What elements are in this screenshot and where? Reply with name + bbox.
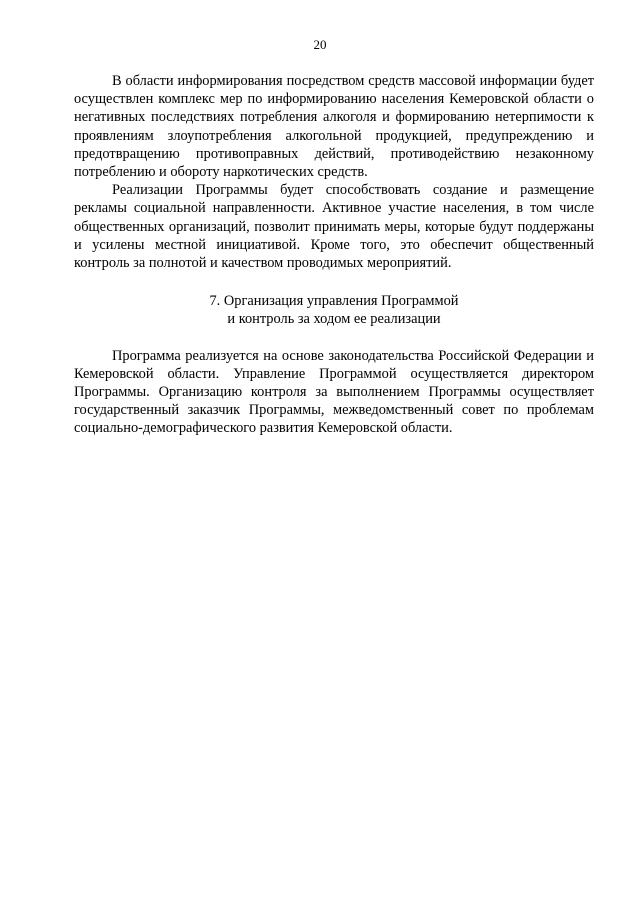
page-number: 20 (313, 37, 327, 52)
paragraph-mass-media: В области информирования посредством средств массовой информации будет осуществлен комплекс мер по информированию населения Кемеровской области о негативных последствиях потребления алкоголя и формированию нетерпимости к проявлениям злоупотребления алкогольной продукцией, предупреждению и предотвращению противоправных действий, противодействию незаконному потреблению и обороту наркотических средств. (74, 73, 594, 181)
paragraph-social-advertising: Реализации Программы будет способствовать создание и размещение рекламы социальной направленности. Активное участие населения, в том числе общественных организаций, позволит принимать меры, которые будут поддержаны и усилены местной инициативой. Кроме того, это обеспечит общественный контроль за полнотой и качеством проводимых мероприятий. (74, 182, 594, 272)
paragraph-program-management: Программа реализуется на основе законодательства Российской Федерации и Кемеровской области. Управление Программой осуществляется директором Программы. Организацию контроля за выполнением Программы осуществляет государственный заказчик Программы, межведомственный совет по проблемам социально-демографического развития Кемеровской области. (74, 347, 594, 437)
document-body (74, 72, 594, 438)
section-heading (74, 292, 594, 328)
section-heading-line-2: и контроль за ходом ее реализации (227, 311, 441, 328)
section-heading-line-1: 7. Организация управления Программой (209, 293, 459, 310)
